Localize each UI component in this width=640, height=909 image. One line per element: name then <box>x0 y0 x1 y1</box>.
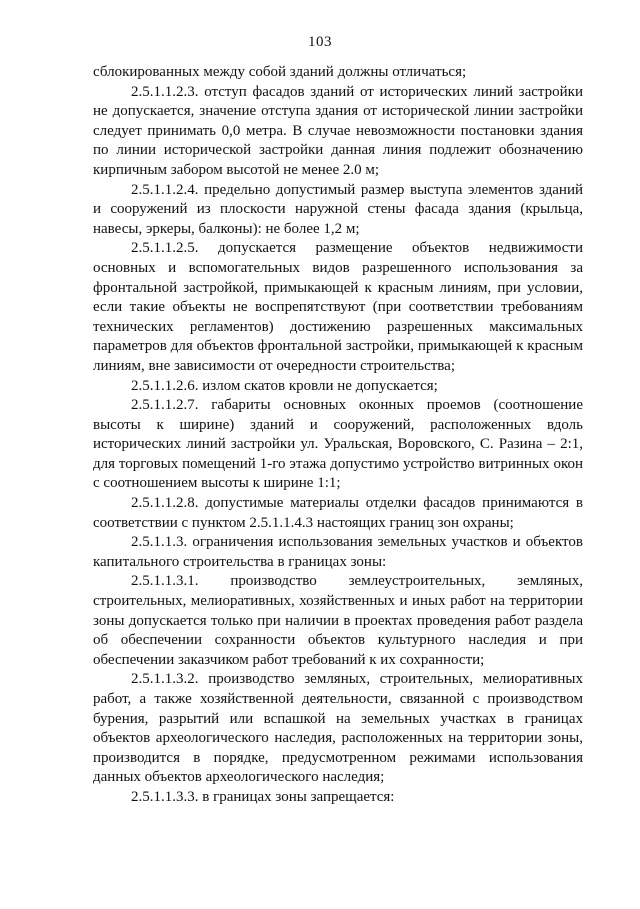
paragraph-2-5-1-1-3: 2.5.1.1.3. ограничения использования земельных участков и объектов капитального строительства в границах зоны: <box>93 534 583 570</box>
paragraph-continuation: сблокированных между собой зданий должны отличаться; <box>93 64 467 80</box>
paragraph-2-5-1-1-2-8: 2.5.1.1.2.8. допустимые материалы отделки фасадов принимаются в соответствии с пунктом 2.5.1.1.4.3 настоящих границ зон охраны; <box>93 495 583 531</box>
paragraph-2-5-1-1-2-6: 2.5.1.1.2.6. излом скатов кровли не допускается; <box>131 377 438 394</box>
paragraph-2-5-1-1-2-3: 2.5.1.1.2.3. отступ фасадов зданий от исторических линий застройки не допускается, значение отступа здания от исторической линии застройки следует принимать 0,0 метра. В случае невозможности постановки здания по линии исторической застройки данная линия подлежит обозначению кирпичным забором высотой не менее 2.0 м; <box>93 83 583 178</box>
paragraph-2-5-1-1-2-7: 2.5.1.1.2.7. габариты основных оконных проемов (соотношение высоты к ширине) зданий и сооружений, расположенных вдоль исторических линий застройки ул. Уральская, Воровского, С. Разина – 2:1, для торговых помещений 1-го этажа допустимо устройство витринных окон с соотношением высоты к ширине 1:1; <box>93 397 583 492</box>
document-body <box>93 63 583 808</box>
paragraph-2-5-1-1-3-2: 2.5.1.1.3.2. производство земляных, строительных, мелиоративных работ, а также хозяйственной деятельности, связанной с производством бурения, разрытий или вспашкой на земельных участках в границах объектов археологического наследия, расположенных на территории зоны, производится в порядке, предусмотренном режимами использования данных объектов археологического наследия; <box>93 671 583 786</box>
paragraph-2-5-1-1-3-3: 2.5.1.1.3.3. в границах зоны запрещается: <box>131 788 395 805</box>
paragraph-2-5-1-1-2-5: 2.5.1.1.2.5. допускается размещение объектов недвижимости основных и вспомогательных видов разрешенного использования за фронтальной застройкой, примыкающей к красным линиям, при условии, если такие объекты не воспрепятствуют (при соответствии требованиям технических регламентов) достижению разрешенных максимальных параметров для объектов фронтальной застройки, примыкающей к красным линиям, вне зависимости от очередности строительства; <box>93 240 583 374</box>
paragraph-2-5-1-1-3-1: 2.5.1.1.3.1. производство землеустроительных, земляных, строительных, мелиоративных, хозяйственных и иных работ на территории зоны допускается только при наличии в проектах проведения работ раздела об обеспечении сохранности объектов культурного наследия и при обеспечении заказчиком работ требований к их сохранности; <box>93 573 583 668</box>
paragraph-2-5-1-1-2-4: 2.5.1.1.2.4. предельно допустимый размер выступа элементов зданий и сооружений из плоскости наружной стены фасада здания (крыльца, навесы, эркеры, балконы): не более 1,2 м; <box>93 181 583 237</box>
page-number: 103 <box>308 34 332 50</box>
